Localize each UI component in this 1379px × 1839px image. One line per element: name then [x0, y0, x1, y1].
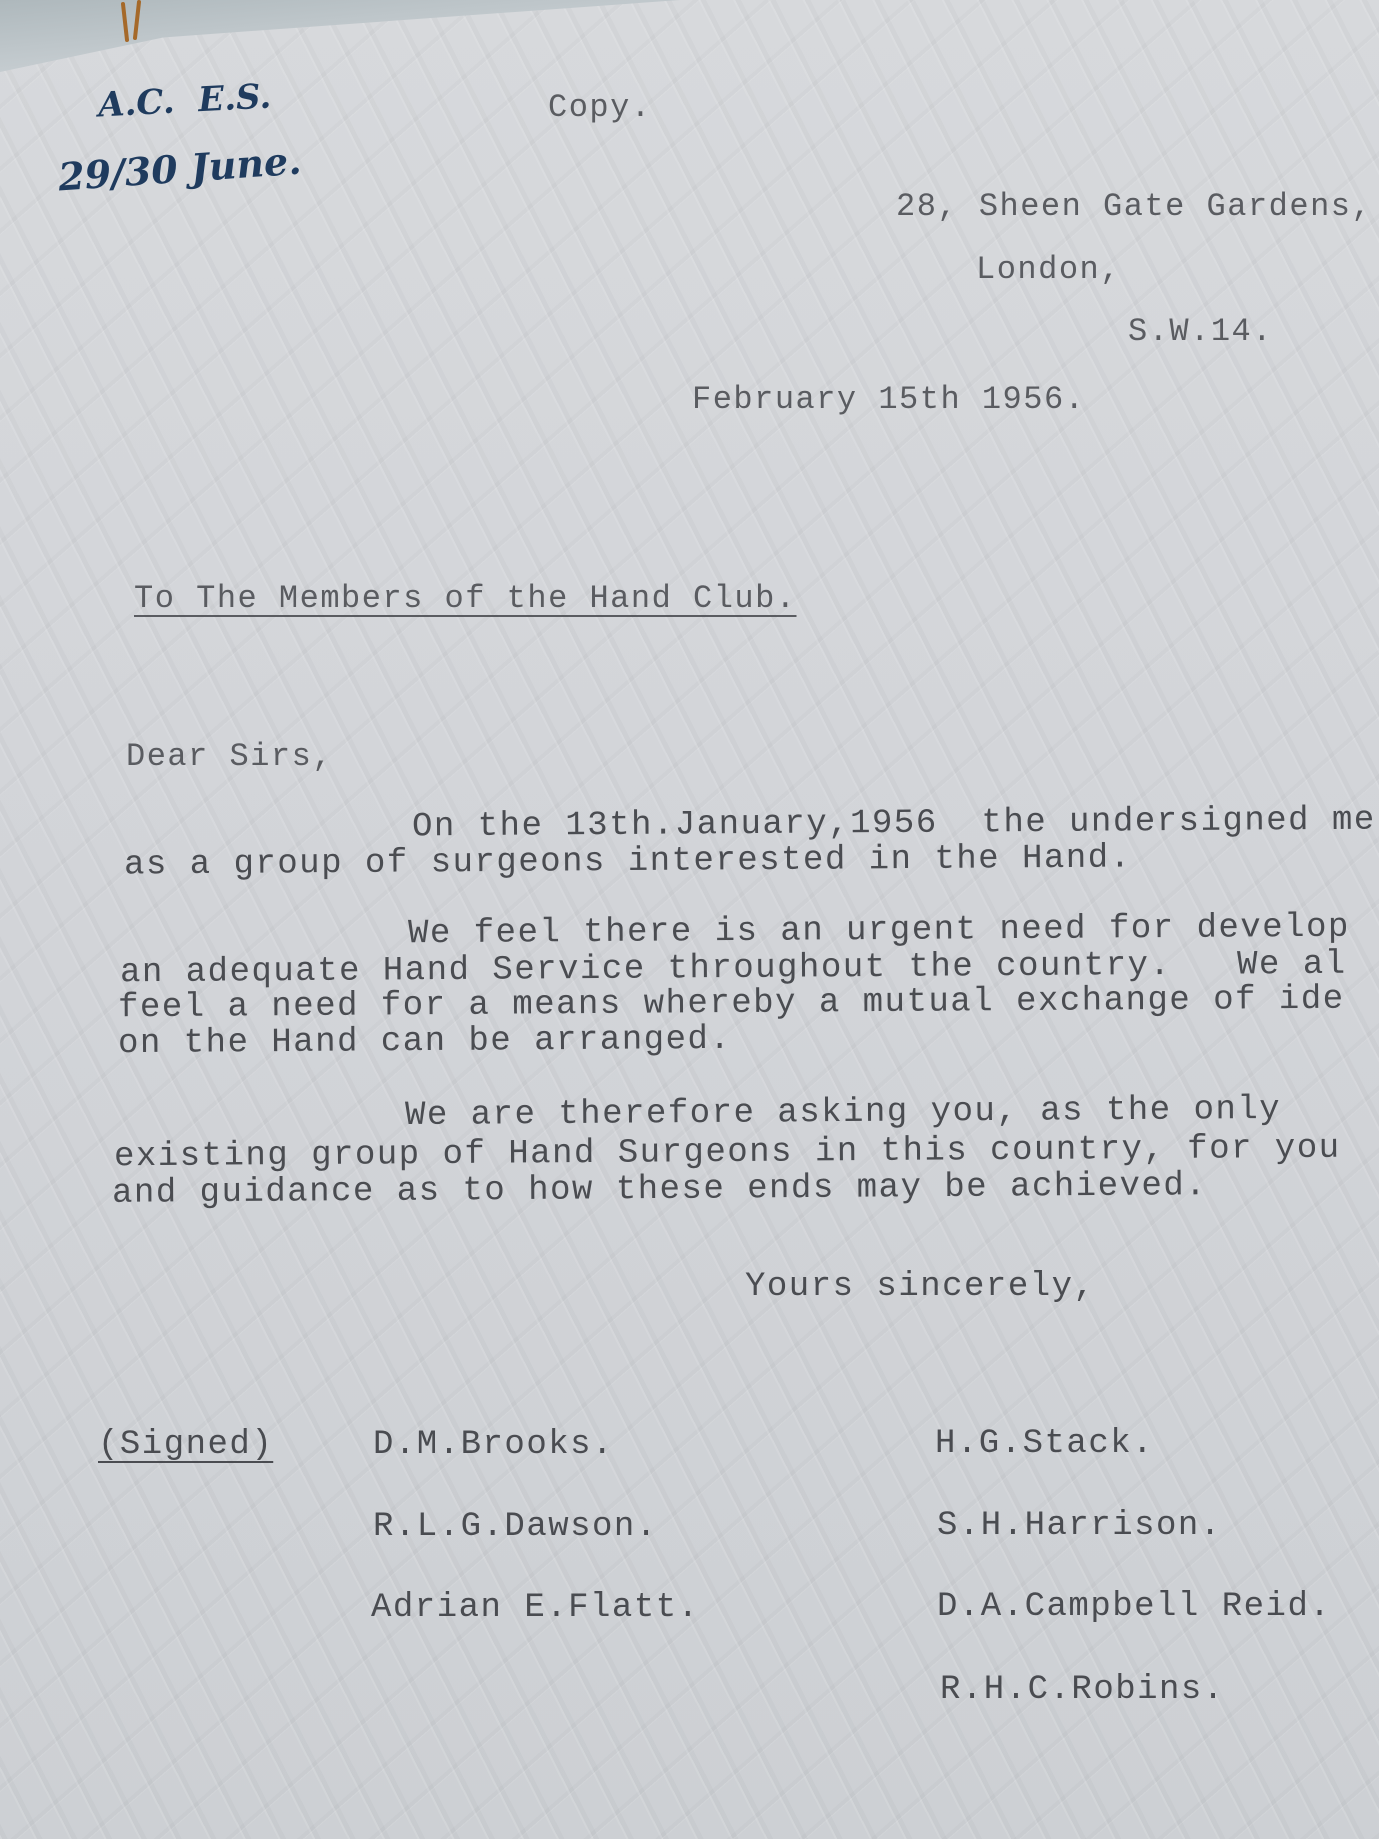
signatory-right-1: H.G.Stack.	[935, 1425, 1155, 1463]
signatory-right-3: D.A.Campbell Reid.	[937, 1588, 1332, 1626]
paragraph-3-line-3: and guidance as to how these ends may be achieved.	[111, 1167, 1208, 1213]
signatory-left-2: R.L.G.Dawson.	[373, 1508, 658, 1546]
paragraph-2-line-2: an adequate Hand Service throughout the country. We al	[119, 945, 1347, 993]
handwritten-date: 29/30 June.	[56, 137, 303, 200]
address-line-2: London,	[976, 251, 1121, 288]
folded-corner	[0, 0, 680, 72]
paragraph-3-line-1: We are therefore asking you, as the only	[404, 1090, 1282, 1136]
paragraph-2-line-4: on the Hand can be arranged.	[117, 1020, 732, 1064]
signatory-left-1: D.M.Brooks.	[373, 1426, 614, 1464]
signatory-left-3: Adrian E.Flatt.	[371, 1589, 700, 1627]
salutation: Dear Sirs,	[126, 738, 334, 775]
paragraph-1-line-1: On the 13th.January,1956 the undersigned me	[411, 801, 1376, 847]
letter-date: February 15th 1956.	[692, 381, 1086, 418]
letter-heading: To The Members of the Hand Club.	[134, 580, 797, 617]
paragraph-2-line-1: We feel there is an urgent need for develop	[407, 908, 1350, 954]
signatory-right-2: S.H.Harrison.	[937, 1507, 1222, 1545]
signed-label: (Signed)	[98, 1426, 274, 1464]
paragraph-3-line-2: existing group of Hand Surgeons in this country, for you	[113, 1129, 1341, 1177]
paragraph-1-line-2: as a group of surgeons interested in the Hand.	[123, 839, 1132, 885]
copy-mark: Copy.	[548, 89, 652, 126]
address-line-1: 28, Sheen Gate Gardens,	[896, 188, 1373, 225]
staple-mark	[105, 0, 165, 60]
paragraph-2-line-3: feel a need for a means whereby a mutual exchange of ide	[117, 980, 1345, 1028]
signatory-right-4: R.H.C.Robins.	[940, 1671, 1225, 1709]
handwritten-initials: A.C. E.S.	[97, 76, 273, 126]
closing: Yours sincerely,	[745, 1268, 1096, 1306]
address-line-3: S.W.14.	[1128, 313, 1273, 350]
